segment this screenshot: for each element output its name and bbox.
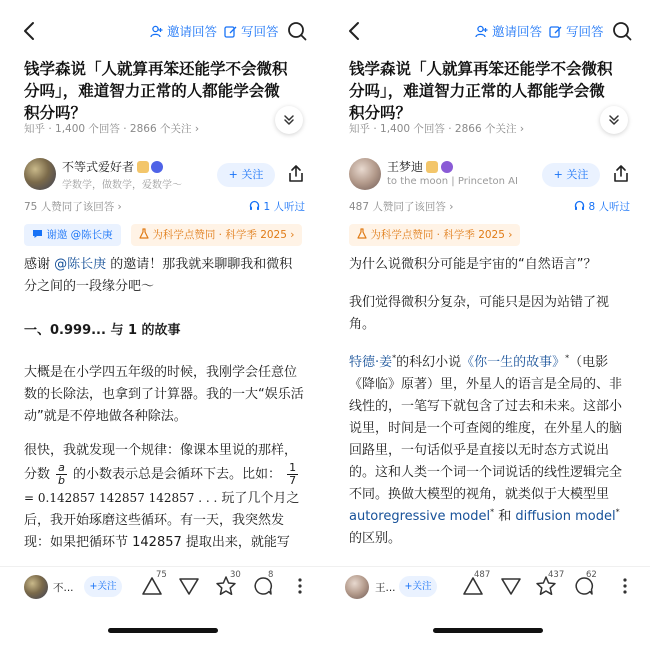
author-name[interactable] [62,158,163,175]
answer-paragraph [349,352,629,550]
footnote-marker: * [565,353,570,363]
edit-icon [549,25,562,38]
answer-text: 的区别。 [349,531,402,546]
science-season-text: 为科学点赞同 · 科学季 2025 › [152,229,295,241]
bottom-follow-button[interactable]: +关注 [84,576,122,597]
author-avatar[interactable] [24,158,56,190]
more-vertical-icon[interactable] [289,575,311,597]
flask-icon [357,228,367,239]
write-answer-button[interactable] [224,22,279,40]
share-icon[interactable] [287,164,305,184]
expand-button[interactable] [275,106,303,134]
bottom-author-avatar[interactable] [345,575,369,599]
headphones-icon [574,200,585,211]
thanks-invite-text: 谢邀 @陈长庚 [46,229,113,241]
listen-count[interactable] [249,199,305,214]
answer-text: 感谢 [24,257,55,272]
listen-count-text: 8 人听过 [588,201,630,213]
science-season-text: 为科学点赞同 · 科学季 2025 › [370,229,513,241]
home-indicator[interactable] [433,628,543,633]
diffusion-link[interactable]: diffusion model [515,509,616,524]
mention-link[interactable]: @陈长庚 [54,257,107,272]
star-count: 30 [230,570,241,580]
author-name-text: 王梦迪 [387,160,424,174]
answer-text: （电影《降临》原著）里，外星人的语言是全局的、非线性的，一笔写下就包含了过去和未来。这部小说里，时间是一个可查阅的维度，在外星人的脑回路里，一句话似乎是直接以无时态方式说出的。这和人类一个词一个词说话的线性逻辑完全不同。换做大模型的视角，就类似于大模型里 [349,355,623,502]
fraction-denominator: 7 [289,474,297,487]
answer-paragraph [24,254,304,298]
answer-text: 的邀请！那我就来聊聊我和微积分之间的一段缘分吧～ [24,257,293,294]
fraction-one-seventh [287,462,298,487]
invite-answer-label: 邀请回答 [166,24,217,39]
comment-count: 8 [268,570,274,580]
thanks-invite-tag[interactable] [24,224,121,246]
creator-badge-icon [426,161,438,173]
bottom-author-avatar[interactable] [24,575,48,599]
question-meta[interactable]: 知乎 · 1,400 个回答 · 2866 个关注 › [24,123,200,135]
answer-text: 很快，我就发现一个规律：像课本里说的那样，分数 [24,443,298,482]
flask-icon [139,228,149,239]
question-title[interactable]: 钱学森说「人就算再笨还能学不会微积分吗」，难道智力正常的人都能学会微积分吗？ [349,60,613,122]
answer-text: 的小数表示总是会循环下去。比如： [68,467,282,482]
edit-icon [224,25,237,38]
math-expression: = 0.142857 142857 142857 . . . [24,491,218,505]
invite-answer-button[interactable] [150,22,217,40]
back-arrow-icon[interactable] [20,20,40,42]
double-chevron-down-icon [283,114,295,126]
footnote-marker: * [490,507,495,517]
home-indicator[interactable] [108,628,218,633]
answer-text: 玩了几个月之后，我开始琢磨这些循环。有一天，我突然发现：如果把循环节 142857 提取出来，就能写 [24,491,300,550]
science-season-tag[interactable] [131,224,302,246]
search-icon[interactable] [611,20,633,42]
question-meta[interactable]: 知乎 · 1,400 个回答 · 2866 个关注 › [349,123,525,135]
write-answer-button[interactable] [549,22,604,40]
follow-button[interactable]: + 关注 [217,163,275,187]
bottom-action-bar [325,566,650,606]
author-bio: 学数学，做数学，爱数学～ [62,180,182,191]
top-nav-bar [325,18,650,44]
expand-button[interactable] [600,106,628,134]
section-heading: 一、0.999... 与 1 的故事 [24,323,181,338]
person-add-icon [475,25,488,38]
fraction-numerator: a [58,461,65,474]
agree-count[interactable]: 487 人赞同了该回答 › [349,201,454,213]
author-name[interactable] [387,158,453,175]
creator-badge-icon [137,161,149,173]
share-icon[interactable] [612,164,630,184]
double-chevron-down-icon [608,114,620,126]
search-icon[interactable] [286,20,308,42]
upvote-count: 487 [474,570,491,580]
answer-text: 的科幻小说 [396,355,462,370]
bottom-author-name[interactable]: 王... [375,582,396,594]
invite-answer-label: 邀请回答 [491,24,542,39]
science-season-tag[interactable] [349,224,520,246]
bottom-author-name[interactable]: 不... [53,582,74,594]
agree-count[interactable]: 75 人赞同了该回答 › [24,201,122,213]
invite-answer-button[interactable] [475,22,542,40]
footnote-marker: * [615,507,620,517]
verified-badge-icon [441,161,453,173]
verified-badge-icon [151,161,163,173]
book-link[interactable]: 《你一生的故事》 [461,355,566,370]
answer-paragraph [24,440,304,554]
author-link[interactable]: 特德·姜 [349,355,393,370]
author-avatar[interactable] [349,158,381,190]
write-answer-label: 写回答 [565,24,604,39]
person-add-icon [150,25,163,38]
upvote-count: 75 [156,570,167,580]
headphones-icon [249,200,260,211]
answer-paragraph: 我们觉得微积分复杂，可能只是因为站错了视角。 [349,295,610,332]
fraction-denominator: b [58,474,65,487]
follow-button[interactable]: + 关注 [542,163,600,187]
star-count: 437 [548,570,565,580]
more-vertical-icon[interactable] [614,575,636,597]
footnote-marker: * [392,353,397,363]
author-name-text: 不等式爱好者 [62,160,135,174]
top-nav-bar [0,18,325,44]
bottom-action-bar [0,566,325,606]
fraction-numerator: 1 [289,461,297,474]
listen-count-text: 1 人听过 [263,201,305,213]
back-arrow-icon[interactable] [345,20,365,42]
downvote-icon[interactable] [178,575,200,597]
fraction-a-over-b [56,462,67,487]
downvote-icon[interactable] [500,575,522,597]
author-bio: to the moon | Princeton AI [387,176,518,187]
comment-count: 62 [586,570,597,580]
question-title[interactable]: 钱学森说「人就算再笨还能学不会微积分吗」，难道智力正常的人都能学会微积分吗？ [24,60,288,122]
answer-paragraph: 大概是在小学四五年级的时候，我刚学会任意位数的长除法，也拿到了计算器。我的一大“娱乐活动”就是不停地做各种除法。 [24,365,304,424]
write-answer-label: 写回答 [240,24,279,39]
listen-count[interactable] [574,199,630,214]
bottom-follow-button[interactable]: +关注 [399,576,437,597]
chat-bubble-icon [32,228,43,239]
answer-paragraph: 为什么说微积分可能是宇宙的“自然语言”？ [349,257,597,272]
answer-panel-right [325,0,650,650]
answer-text: 和 [494,509,516,524]
autoregressive-link[interactable]: autoregressive model [349,509,491,524]
